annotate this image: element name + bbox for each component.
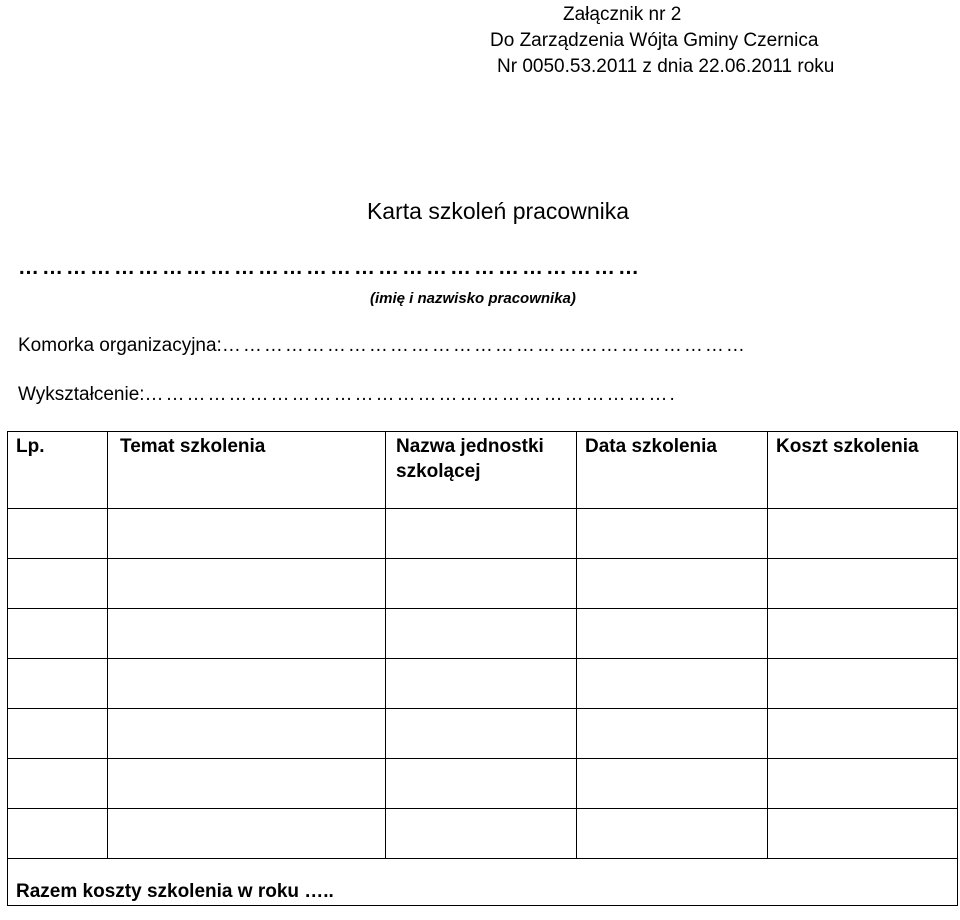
org-unit-label: Komorka organizacyjna: [18,335,222,356]
table-row [8,609,958,659]
table-row [8,509,958,559]
cell-date[interactable] [577,809,768,859]
cell-topic[interactable] [108,509,386,559]
education-fill-line: …………………………………………………………………. [144,384,677,405]
education-field [18,384,677,406]
cell-cost[interactable] [768,809,958,859]
annex-number: Załącznik nr 2 [563,4,682,25]
header-unit-name: Nazwa jednostki szkolącej [386,432,577,509]
cell-lp[interactable] [8,809,108,859]
employee-name-caption: (imię i nazwisko pracownika) [370,290,576,307]
header-lp: Lp. [8,432,108,509]
table-header-row [8,432,958,509]
cell-unit-name[interactable] [386,509,577,559]
table-row [8,809,958,859]
table-row [8,559,958,609]
table-row [8,759,958,809]
cell-unit-name[interactable] [386,609,577,659]
total-row [8,859,958,906]
annex-header [470,2,900,80]
cell-topic[interactable] [108,659,386,709]
employee-name-fill-line: …………………………………………………………………… [18,256,642,279]
cell-topic[interactable] [108,759,386,809]
cell-topic[interactable] [108,559,386,609]
document-title: Karta szkoleń pracownika [366,198,630,224]
table-row [8,659,958,709]
cell-cost[interactable] [768,559,958,609]
cell-unit-name[interactable] [386,759,577,809]
cell-lp[interactable] [8,509,108,559]
cell-date[interactable] [577,509,768,559]
cell-unit-name[interactable] [386,709,577,759]
cell-cost[interactable] [768,759,958,809]
header-topic: Temat szkolenia [108,432,386,509]
cell-lp[interactable] [8,609,108,659]
header-date: Data szkolenia [577,432,768,509]
cell-cost[interactable] [768,659,958,709]
cell-date[interactable] [577,609,768,659]
org-unit-field [18,335,747,357]
table-row [8,709,958,759]
cell-cost[interactable] [768,709,958,759]
education-label: Wykształcenie: [18,384,145,405]
cell-lp[interactable] [8,759,108,809]
cell-lp[interactable] [8,659,108,709]
cell-topic[interactable] [108,809,386,859]
cell-unit-name[interactable] [386,809,577,859]
total-label: Razem koszty szkolenia w roku ….. [8,859,958,906]
cell-lp[interactable] [8,559,108,609]
cell-topic[interactable] [108,609,386,659]
cell-cost[interactable] [768,609,958,659]
cell-unit-name[interactable] [386,559,577,609]
cell-date[interactable] [577,659,768,709]
header-cost: Koszt szkolenia [768,432,958,509]
training-table [7,431,958,906]
cell-date[interactable] [577,559,768,609]
annex-ordinance-number-date: Nr 0050.53.2011 z dnia 22.06.2011 roku [497,56,835,77]
cell-date[interactable] [577,709,768,759]
cell-lp[interactable] [8,709,108,759]
org-unit-fill-line: ………………………………………………………………… [221,335,747,356]
table-body [8,509,958,906]
cell-date[interactable] [577,759,768,809]
cell-topic[interactable] [108,709,386,759]
annex-ordinance: Do Zarządzenia Wójta Gminy Czernica [490,30,819,51]
cell-unit-name[interactable] [386,659,577,709]
cell-cost[interactable] [768,509,958,559]
